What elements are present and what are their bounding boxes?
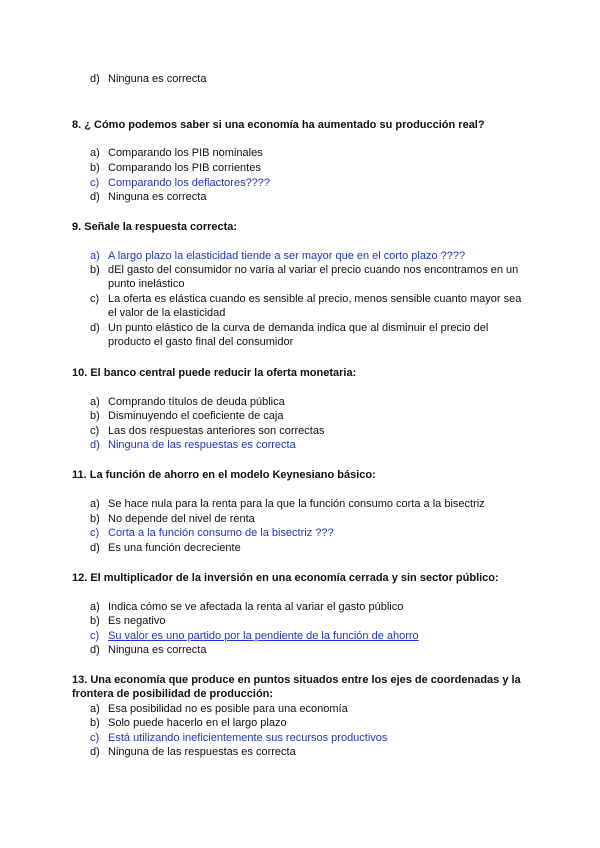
q9-option-b xyxy=(90,263,530,291)
question-11-title: 11. La función de ahorro en el modelo Keynesiano básico: xyxy=(72,469,376,481)
option-text: Ninguna es correcta xyxy=(108,644,207,656)
option-text: Ninguna es correcta xyxy=(108,73,207,85)
q12-option-c xyxy=(90,629,530,643)
q12-option-a xyxy=(90,600,530,614)
q13-option-d xyxy=(90,745,530,759)
option-letter: a) xyxy=(90,147,100,159)
q11-option-d xyxy=(90,541,530,555)
option-text: Comparando los PIB nominales xyxy=(108,147,263,159)
question-8-title: 8. ¿ Cómo podemos saber si una economía ha aumentado su producción real? xyxy=(72,119,485,131)
option-text: Está utilizando ineficientemente sus recursos productivos xyxy=(108,732,388,744)
question-9-title: 9. Señale la respuesta correcta: xyxy=(72,221,238,233)
option-text: Disminuyendo el coeficiente de caja xyxy=(108,410,284,422)
option-letter: d) xyxy=(90,542,100,554)
q9-option-a xyxy=(90,249,530,263)
q8-option-d xyxy=(90,190,530,204)
option-text: Solo puede hacerlo en el largo plazo xyxy=(108,717,287,729)
option-letter: a) xyxy=(90,703,100,715)
option-letter: d) xyxy=(90,73,100,85)
option-letter: b) xyxy=(90,410,100,422)
option-letter: b) xyxy=(90,717,100,729)
option-text: Se hace nula para la renta para la que la función consumo corta a la bisectriz xyxy=(108,498,485,510)
option-text: Su valor es uno partido por la pendiente de la función de ahorro xyxy=(108,630,419,642)
q9-option-d xyxy=(90,321,530,349)
option-letter: c) xyxy=(90,732,100,744)
option-text: Indica cómo se ve afectada la renta al variar el gasto público xyxy=(108,601,404,613)
q11-option-a xyxy=(90,497,530,511)
option-letter: c) xyxy=(90,293,100,305)
lead-option xyxy=(90,72,530,86)
option-text: Esa posibilidad no es posible para una economía xyxy=(108,703,348,715)
q8-option-a xyxy=(90,146,530,160)
q13-option-b xyxy=(90,716,530,730)
option-text: Comprando títulos de deuda pública xyxy=(108,396,285,408)
option-letter: c) xyxy=(90,177,100,189)
option-letter: a) xyxy=(90,498,100,510)
option-letter: b) xyxy=(90,264,100,276)
option-text: Es una función decreciente xyxy=(108,542,241,554)
option-letter: d) xyxy=(90,439,100,451)
option-letter: b) xyxy=(90,513,100,525)
option-text: No depende del nivel de renta xyxy=(108,513,255,525)
option-text: Es negativo xyxy=(108,615,166,627)
q8-option-b xyxy=(90,161,530,175)
q12-option-d xyxy=(90,643,530,657)
q10-option-a xyxy=(90,395,530,409)
option-letter: a) xyxy=(90,396,100,408)
option-text: Un punto elástico de la curva de demanda indica que al disminuir el precio del producto el gasto final del consumidor xyxy=(108,322,489,348)
option-text: Ninguna de las respuestas es correcta xyxy=(108,439,296,451)
q12-option-b xyxy=(90,614,530,628)
option-text: Comparando los PIB corrientes xyxy=(108,162,261,174)
question-10-title: 10. El banco central puede reducir la oferta monetaria: xyxy=(72,367,357,379)
option-letter: c) xyxy=(90,425,100,437)
option-letter: b) xyxy=(90,615,100,627)
option-letter: c) xyxy=(90,630,100,642)
q11-option-b xyxy=(90,512,530,526)
option-letter: d) xyxy=(90,644,100,656)
option-text: La oferta es elástica cuando es sensible al precio, menos sensible cuanto mayor sea el valor de la elasticidad xyxy=(108,293,522,319)
q10-option-d xyxy=(90,438,530,452)
q9-option-c xyxy=(90,292,530,320)
q13-option-a xyxy=(90,702,530,716)
q11-option-c xyxy=(90,526,530,540)
option-letter: d) xyxy=(90,322,100,334)
option-text: dEl gasto del consumidor no varía al variar el precio cuando nos encontramos en un punto inelástico xyxy=(108,264,519,290)
option-letter: d) xyxy=(90,191,100,203)
option-letter: d) xyxy=(90,746,100,758)
option-text: A largo plazo la elasticidad tiende a ser mayor que en el corto plazo ???? xyxy=(108,250,466,262)
q8-option-c xyxy=(90,176,530,190)
option-letter: b) xyxy=(90,162,100,174)
question-13-title: 13. Una economía que produce en puntos situados entre los ejes de coordenadas y la frontera de posibilidad de producción: xyxy=(72,674,521,700)
option-text: Ninguna es correcta xyxy=(108,191,207,203)
option-text: Ninguna de las respuestas es correcta xyxy=(108,746,296,758)
q10-option-b xyxy=(90,409,530,423)
question-12-title: 12. El multiplicador de la inversión en una economía cerrada y sin sector público: xyxy=(72,572,499,584)
option-letter: a) xyxy=(90,250,100,262)
option-letter: c) xyxy=(90,527,100,539)
option-text: Corta a la función consumo de la bisectriz ??? xyxy=(108,527,334,539)
q10-option-c xyxy=(90,424,530,438)
q13-option-c xyxy=(90,731,530,745)
option-letter: a) xyxy=(90,601,100,613)
option-text: Las dos respuestas anteriores son correctas xyxy=(108,425,325,437)
option-text: Comparando los deflactores???? xyxy=(108,177,271,189)
